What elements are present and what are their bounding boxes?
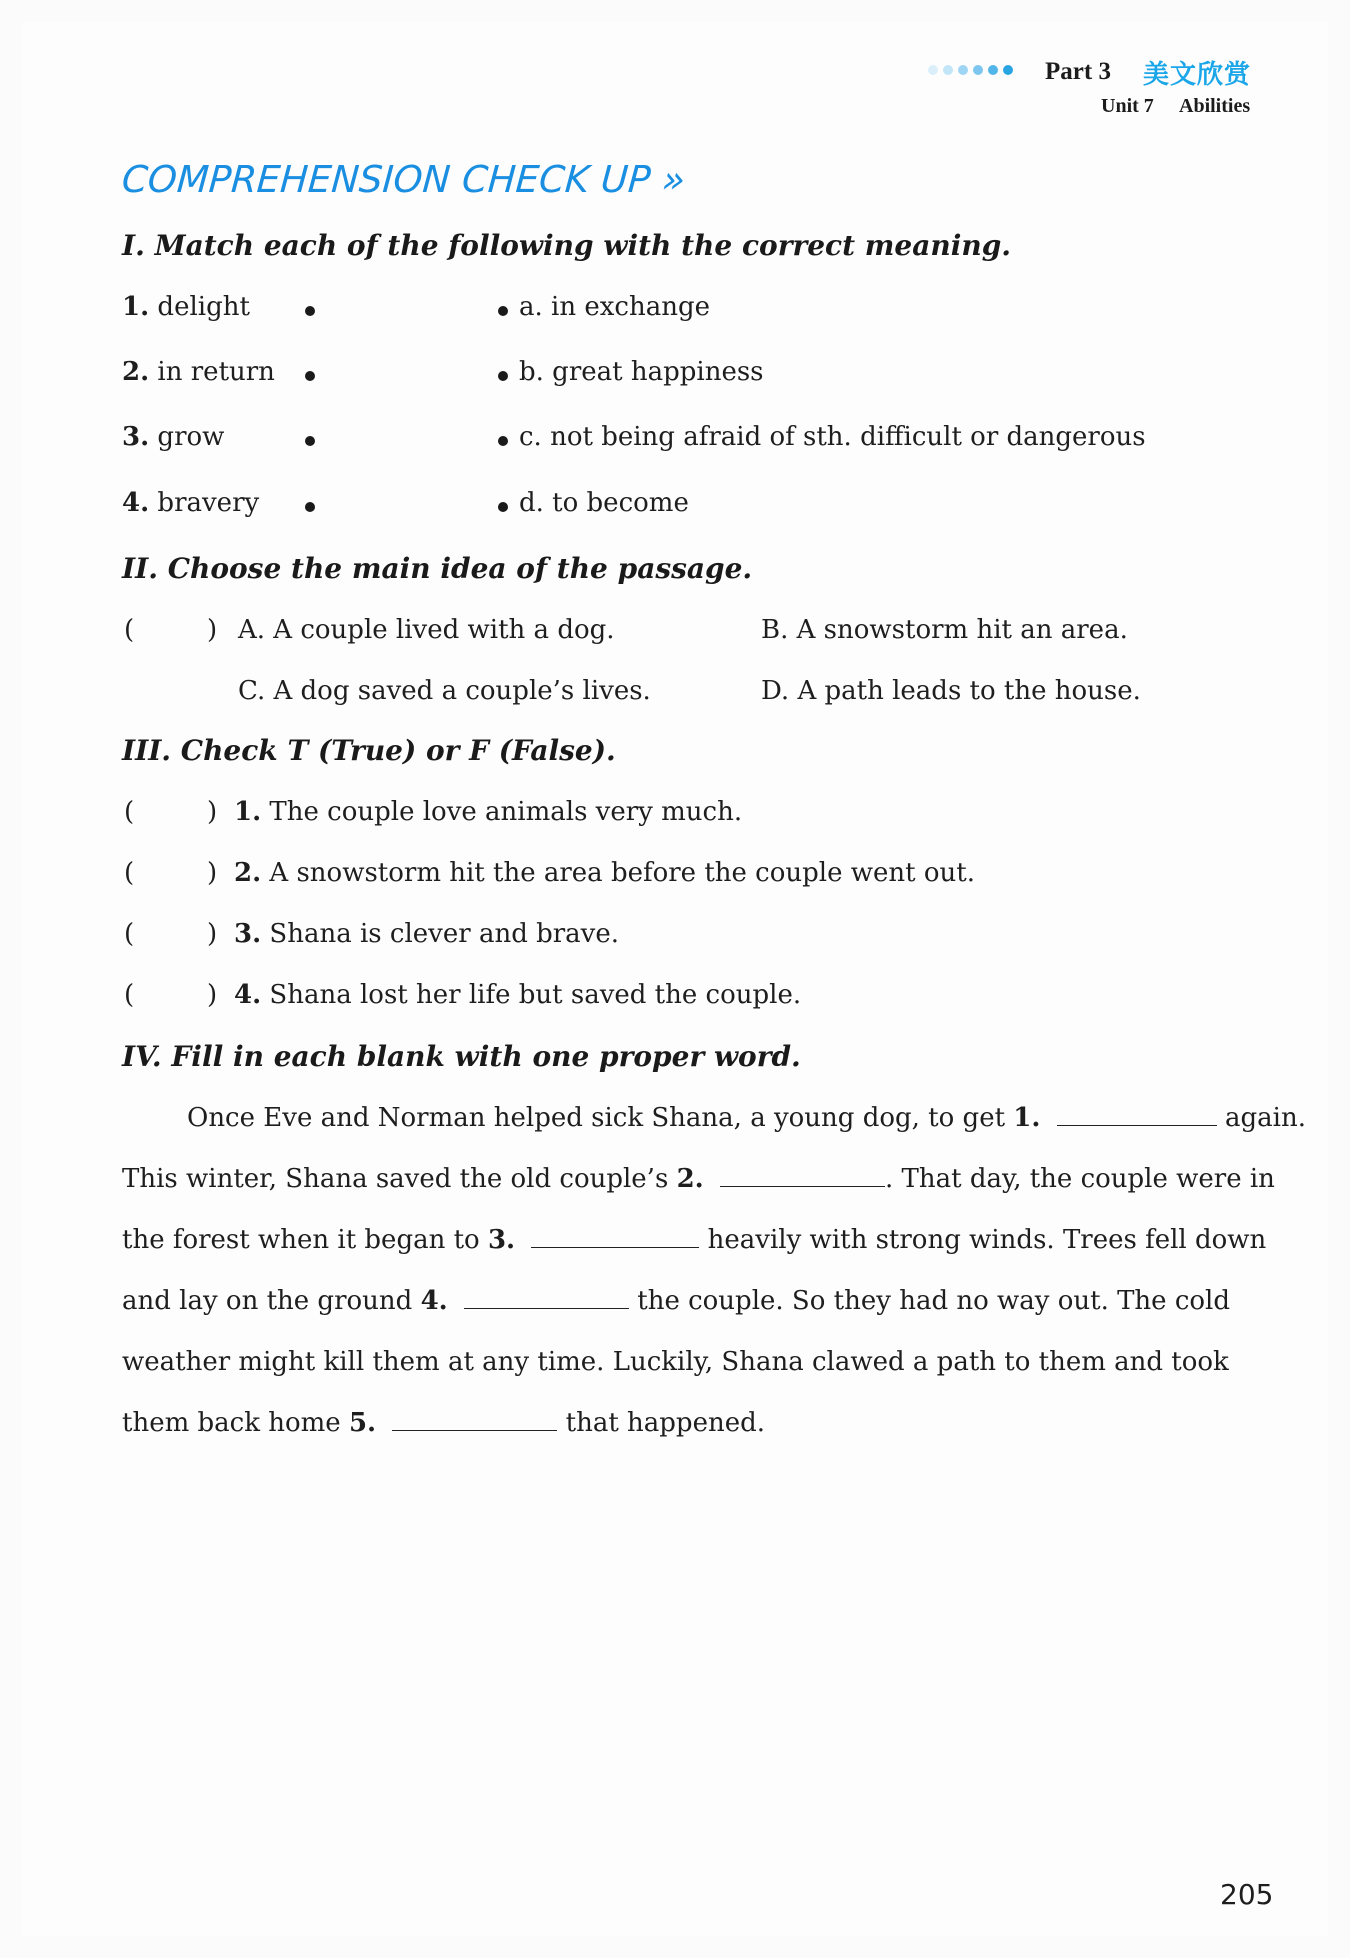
- passage-text: Once Eve and Norman helped sick Shana, a young dog, to get: [187, 1103, 1006, 1133]
- match-word: bravery: [157, 488, 260, 518]
- match-dot-right[interactable]: [498, 371, 508, 381]
- match-meaning-b: b. great happiness: [519, 357, 764, 387]
- match-dot-right[interactable]: [498, 306, 508, 316]
- passage-text: the forest when it began to: [122, 1225, 480, 1255]
- blank-number: 2.: [676, 1164, 704, 1194]
- tf-item-3: [234, 919, 619, 949]
- match-meaning-d: d. to become: [519, 488, 689, 518]
- match-dot-right[interactable]: [498, 436, 508, 446]
- match-item-3: [122, 422, 224, 452]
- item-number: 3.: [122, 422, 150, 452]
- match-dot-left[interactable]: [305, 306, 315, 316]
- passage-line-6: [122, 1408, 765, 1438]
- tf-text: A snowstorm hit the area before the couple went out.: [269, 858, 975, 888]
- header-unit: Unit 7: [1101, 95, 1154, 117]
- header-cn-title: 美文欣赏: [1143, 60, 1252, 90]
- passage-line-5: weather might kill them at any time. Luckily, Shana clawed a path to them and took: [122, 1347, 1229, 1377]
- blank-1[interactable]: [1057, 1105, 1217, 1126]
- blank-4[interactable]: [464, 1288, 629, 1309]
- item-number: 2.: [122, 357, 150, 387]
- passage-text: that happened.: [565, 1408, 765, 1438]
- tf-paren-open: (: [124, 919, 135, 949]
- tf-text: Shana lost her life but saved the couple.: [269, 980, 802, 1010]
- item-number: 4.: [122, 488, 150, 518]
- tf-item-4: [234, 980, 801, 1010]
- match-dot-right[interactable]: [498, 502, 508, 512]
- match-meaning-c: c. not being afraid of sth. difficult or dangerous: [519, 422, 1146, 452]
- tf-text: The couple love animals very much.: [269, 797, 743, 827]
- blank-number: 1.: [1013, 1103, 1041, 1133]
- tf-paren-close: ): [207, 919, 218, 949]
- blank-number: 5.: [348, 1408, 377, 1438]
- item-number: 1.: [122, 292, 150, 322]
- item-number: 4.: [234, 980, 262, 1010]
- tf-paren-open: (: [124, 858, 135, 888]
- passage-text: and lay on the ground: [122, 1286, 413, 1316]
- option-c: C. A dog saved a couple’s lives.: [238, 676, 651, 706]
- header-dot: [988, 65, 998, 75]
- header-dot: [973, 65, 983, 75]
- passage-text: This winter, Shana saved the old couple’s: [122, 1164, 669, 1194]
- answer-paren-close: ): [207, 615, 218, 645]
- option-d: D. A path leads to the house.: [761, 676, 1141, 706]
- section1-heading: I. Match each of the following with the correct meaning.: [122, 229, 1012, 262]
- comprehension-title: COMPREHENSION CHECK UP »: [120, 158, 687, 201]
- blank-2[interactable]: [720, 1166, 885, 1187]
- answer-paren-open: (: [124, 615, 135, 645]
- passage-line-4: [122, 1286, 1230, 1316]
- match-word: grow: [157, 422, 225, 452]
- item-number: 3.: [234, 919, 262, 949]
- option-b: B. A snowstorm hit an area.: [761, 615, 1128, 645]
- tf-paren-close: ): [207, 858, 218, 888]
- header-dots: [928, 65, 1013, 75]
- match-meaning-a: a. in exchange: [519, 292, 710, 322]
- header-unit-title: Abilities: [1179, 95, 1251, 117]
- match-item-2: [122, 357, 275, 387]
- tf-paren-close: ): [207, 797, 218, 827]
- tf-item-2: [234, 858, 975, 888]
- match-item-4: [122, 488, 259, 518]
- item-number: 1.: [234, 797, 262, 827]
- passage-text: the couple. So they had no way out. The cold: [637, 1286, 1231, 1316]
- header-dot: [943, 65, 953, 75]
- tf-item-1: [234, 797, 742, 827]
- tf-text: Shana is clever and brave.: [269, 919, 620, 949]
- match-word: delight: [157, 292, 250, 322]
- blank-number: 3.: [487, 1225, 516, 1255]
- item-number: 2.: [234, 858, 262, 888]
- header-dot: [928, 65, 938, 75]
- section2-heading: II. Choose the main idea of the passage.: [122, 552, 753, 585]
- passage-text: . That day, the couple were in: [884, 1164, 1275, 1194]
- match-word: in return: [157, 357, 275, 387]
- option-a: A. A couple lived with a dog.: [238, 615, 615, 645]
- tf-paren-open: (: [124, 980, 135, 1010]
- page-number: 205: [1220, 1878, 1274, 1911]
- passage-text: heavily with strong winds. Trees fell down: [707, 1225, 1267, 1255]
- blank-3[interactable]: [531, 1227, 699, 1248]
- tf-paren-open: (: [124, 797, 135, 827]
- match-dot-left[interactable]: [305, 502, 315, 512]
- tf-paren-close: ): [207, 980, 218, 1010]
- header-part: Part 3: [1045, 58, 1111, 85]
- passage-line-1: [187, 1103, 1306, 1133]
- section3-heading: III. Check T (True) or F (False).: [122, 734, 616, 767]
- match-dot-left[interactable]: [305, 436, 315, 446]
- blank-number: 4.: [420, 1286, 448, 1316]
- match-item-1: [122, 292, 250, 322]
- match-dot-left[interactable]: [305, 371, 315, 381]
- section4-heading: IV. Fill in each blank with one proper word.: [122, 1040, 801, 1073]
- passage-text: again.: [1224, 1103, 1306, 1133]
- header-dot: [1003, 65, 1013, 75]
- passage-line-2: [122, 1164, 1275, 1194]
- header-dot: [958, 65, 968, 75]
- blank-5[interactable]: [392, 1410, 557, 1431]
- passage-text: them back home: [122, 1408, 341, 1438]
- passage-line-3: [122, 1225, 1266, 1255]
